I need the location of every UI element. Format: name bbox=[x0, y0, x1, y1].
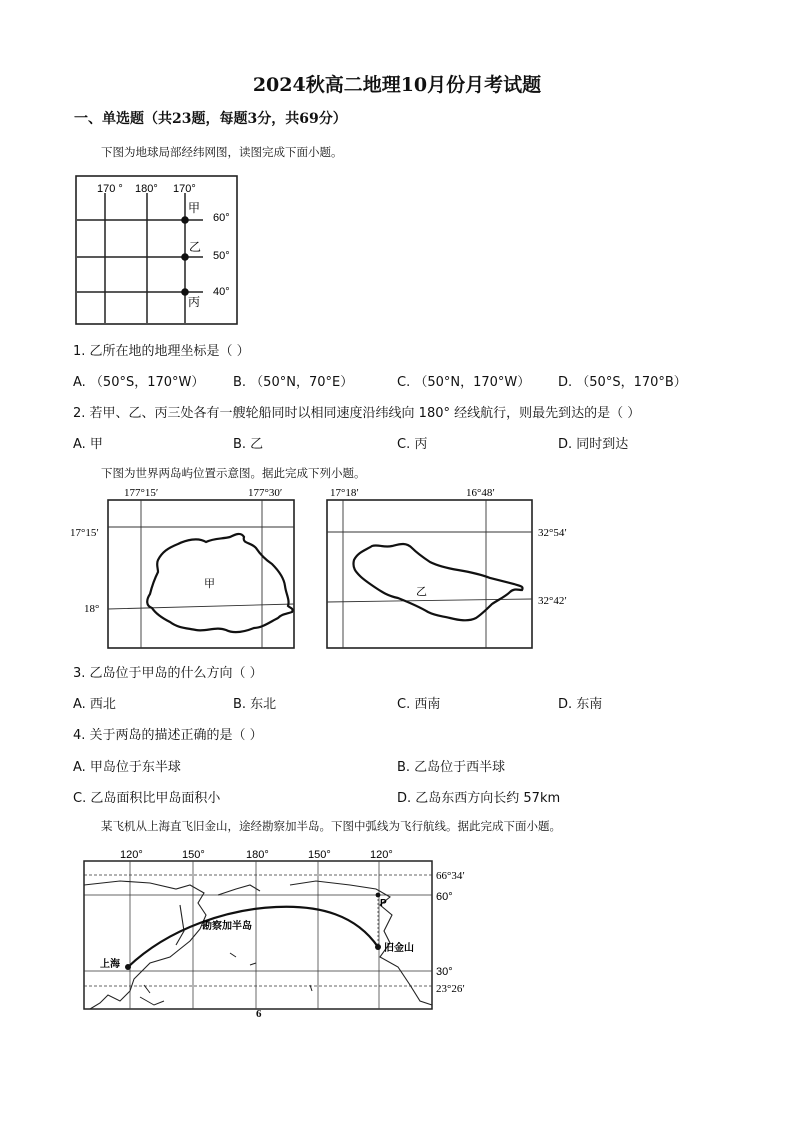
lat-label-3: 40° bbox=[213, 286, 230, 298]
q1-option-c[interactable]: C. （50°N，170°W） bbox=[397, 375, 531, 390]
route-lat-1: 66°34′ bbox=[436, 870, 465, 882]
route-lon-2: 150° bbox=[182, 849, 205, 861]
q2-option-a[interactable]: A. 甲 bbox=[73, 437, 103, 452]
q1-option-b[interactable]: B. （50°N，70°E） bbox=[233, 375, 354, 390]
point-yi: 乙 bbox=[189, 240, 202, 254]
question-4: 4. 关于两岛的描述正确的是（ ） bbox=[73, 728, 263, 743]
san-francisco-label: 旧金山 bbox=[384, 943, 414, 954]
right-lat-1: 32°54′ bbox=[538, 527, 567, 539]
q4-option-c[interactable]: C. 乙岛面积比甲岛面积小 bbox=[73, 791, 221, 806]
intro-1: 下图为地球局部经纬网图，读图完成下面小题。 bbox=[101, 145, 343, 159]
left-lon-2: 177°30′ bbox=[248, 487, 283, 499]
lat-lon-grid-map bbox=[75, 175, 240, 327]
q4-option-a[interactable]: A. 甲岛位于东半球 bbox=[73, 760, 181, 775]
q4-option-d[interactable]: D. 乙岛东西方向长约 57km bbox=[397, 791, 561, 806]
q3-option-b[interactable]: B. 东北 bbox=[233, 697, 277, 712]
right-lon-2: 16°48′ bbox=[466, 487, 495, 499]
q3-option-d[interactable]: D. 东南 bbox=[558, 697, 603, 712]
q3-option-c[interactable]: C. 西南 bbox=[397, 697, 441, 712]
point-bing: 丙 bbox=[188, 295, 201, 309]
q1-option-a[interactable]: A. （50°S，170°W） bbox=[73, 375, 205, 390]
flight-route-map bbox=[80, 845, 500, 1023]
right-lat-2: 32°42′ bbox=[538, 595, 567, 607]
lat-label-1: 60° bbox=[213, 212, 230, 224]
q4-option-b[interactable]: B. 乙岛位于西半球 bbox=[397, 760, 506, 775]
route-lat-4: 23°26′ bbox=[436, 983, 465, 995]
island-maps bbox=[66, 482, 596, 654]
route-lon-3: 180° bbox=[246, 849, 269, 861]
shanghai-label: 上海 bbox=[100, 959, 120, 970]
intro-2: 下图为世界两岛屿位置示意图。据此完成下列小题。 bbox=[101, 466, 366, 480]
left-lat-2: 18° bbox=[84, 603, 100, 615]
route-lon-5: 120° bbox=[370, 849, 393, 861]
q2-option-b[interactable]: B. 乙 bbox=[233, 437, 264, 452]
route-lat-2: 60° bbox=[436, 891, 453, 903]
intro-3: 某飞机从上海直飞旧金山，途经勘察加半岛。下图中弧线为飞行航线。据此完成下面小题。 bbox=[101, 819, 561, 833]
q3-option-a[interactable]: A. 西北 bbox=[73, 697, 116, 712]
question-2: 2. 若甲、乙、丙三处各有一艘轮船同时以相同速度沿纬线向 180° 经线航行，则最先到达的是（ ） bbox=[73, 406, 641, 421]
page-title: 2024秋高二地理10月份月考试题 bbox=[252, 74, 542, 96]
page-number: 6 bbox=[256, 1008, 262, 1020]
q1-option-d[interactable]: D. （50°S，170°B） bbox=[558, 375, 687, 390]
q2-option-d[interactable]: D. 同时到达 bbox=[558, 437, 629, 452]
route-lat-3: 30° bbox=[436, 966, 453, 978]
left-lat-1: 17°15′ bbox=[70, 527, 99, 539]
lon-label-3: 170° bbox=[173, 183, 196, 195]
left-lon-1: 177°15′ bbox=[124, 487, 159, 499]
q2-option-c[interactable]: C. 丙 bbox=[397, 437, 428, 452]
lon-label-2: 180° bbox=[135, 183, 158, 195]
route-lon-1: 120° bbox=[120, 849, 143, 861]
kamchatka-label: 勘察加半岛 bbox=[202, 921, 252, 932]
point-p-label: P bbox=[380, 898, 387, 909]
question-3: 3. 乙岛位于甲岛的什么方向（ ） bbox=[73, 666, 263, 681]
island-jia-label: 甲 bbox=[204, 578, 215, 590]
route-lon-4: 150° bbox=[308, 849, 331, 861]
island-yi-label: 乙 bbox=[416, 586, 427, 598]
question-1: 1. 乙所在地的地理坐标是（ ） bbox=[73, 344, 250, 359]
lon-label-1: 170 ° bbox=[97, 183, 123, 195]
point-jia: 甲 bbox=[188, 201, 201, 215]
right-lon-1: 17°18′ bbox=[330, 487, 359, 499]
lat-label-2: 50° bbox=[213, 250, 230, 262]
section-heading: 一、单选题（共23题，每题3分，共69分） bbox=[74, 111, 347, 127]
